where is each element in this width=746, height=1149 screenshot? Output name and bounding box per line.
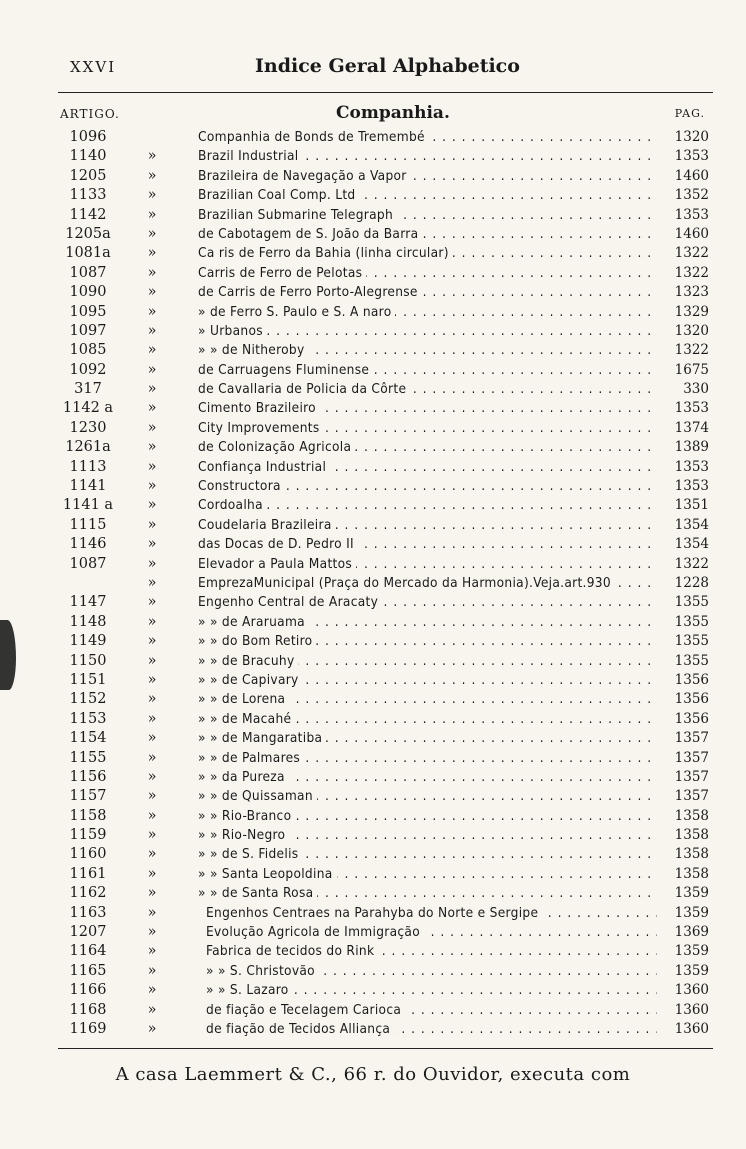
entry-company-name <box>198 710 657 729</box>
entry-company-name <box>198 244 657 263</box>
entry-ditto-mark: » <box>147 322 157 339</box>
entry-company-text: EmprezaMunicipal (Praça do Mercado da Harmonia).Veja.art.930 <box>198 575 615 591</box>
entry-company-name <box>198 303 657 322</box>
entry-artigo: 1087 <box>69 555 107 572</box>
entry-ditto-mark: » <box>147 633 157 650</box>
entry-artigo: 317 <box>74 381 102 398</box>
entry-ditto-mark: » <box>147 671 157 688</box>
entry-artigo: 1160 <box>69 846 107 863</box>
entry-ditto-mark: » <box>147 478 157 495</box>
entry-company-text: Companhia de Bonds de Tremembé <box>198 129 429 145</box>
entry-company-text: » » de Palmares <box>198 750 304 766</box>
entry-page-number: 1353 <box>674 148 709 165</box>
entry-artigo: 1140 <box>69 148 107 165</box>
entry-page-number: 1352 <box>674 187 709 204</box>
entry-artigo: 1205a <box>65 225 111 242</box>
entry-artigo: 1133 <box>69 187 107 204</box>
entry-artigo: 1163 <box>69 904 107 921</box>
entry-ditto-mark: » <box>147 846 157 863</box>
entry-company-name <box>198 128 657 147</box>
entry-artigo: 1090 <box>69 284 107 301</box>
entry-company-name <box>198 749 657 768</box>
entry-artigo: 1095 <box>69 303 107 320</box>
entry-page-number: 1228 <box>674 574 709 591</box>
index-entry <box>58 419 713 438</box>
entry-company-text: » » de Santa Rosa <box>198 885 317 901</box>
entry-ditto-mark: » <box>147 381 157 398</box>
entry-ditto-mark: » <box>147 439 157 456</box>
entry-company-text: Cordoalha <box>198 497 267 513</box>
entry-page-number: 1322 <box>674 245 709 262</box>
entry-ditto-mark: » <box>147 807 157 824</box>
entry-artigo: 1142 <box>69 206 107 223</box>
index-entry <box>58 923 713 942</box>
index-entry <box>58 749 713 768</box>
entry-company-name <box>198 787 657 806</box>
entry-company-text: Constructora <box>198 478 285 494</box>
entry-company-name <box>206 962 657 981</box>
entry-page-number: 1353 <box>674 206 709 223</box>
entry-ditto-mark: » <box>147 613 157 630</box>
index-entry <box>58 496 713 515</box>
entry-page-number: 1356 <box>674 710 709 727</box>
entry-artigo: 1113 <box>69 458 107 475</box>
entry-ditto-mark: » <box>147 710 157 727</box>
index-entry <box>58 341 713 360</box>
entry-ditto-mark: » <box>147 400 157 417</box>
entry-company-name <box>206 904 657 923</box>
entry-company-text: Brazileira de Navegação a Vapor <box>198 168 411 184</box>
entry-page-number: 1359 <box>674 962 709 979</box>
entry-artigo: 1154 <box>69 730 107 747</box>
entry-company-name <box>198 438 657 457</box>
entry-company-name <box>198 496 657 515</box>
entry-ditto-mark: » <box>147 652 157 669</box>
index-entry <box>58 652 713 671</box>
entry-ditto-mark: » <box>147 730 157 747</box>
entry-page-number: 1357 <box>674 768 709 785</box>
entry-company-name <box>198 632 657 651</box>
entry-company-text: de Carris de Ferro Porto-Alegrense <box>198 284 422 300</box>
entry-page-number: 1357 <box>674 730 709 747</box>
index-entry <box>58 787 713 806</box>
entry-ditto-mark: » <box>147 749 157 766</box>
entry-company-name <box>206 1020 657 1039</box>
entry-ditto-mark: » <box>147 1020 157 1037</box>
entry-ditto-mark: » <box>147 827 157 844</box>
entry-company-name <box>206 923 657 942</box>
entry-artigo: 1147 <box>69 594 107 611</box>
entry-artigo: 1146 <box>69 536 107 553</box>
entry-company-name <box>198 865 657 884</box>
entry-page-number: 1360 <box>674 1020 709 1037</box>
entry-company-text: » » de Quissaman <box>198 788 317 804</box>
entry-ditto-mark: » <box>147 342 157 359</box>
entry-page-number: 1358 <box>674 827 709 844</box>
index-entry <box>58 477 713 496</box>
entry-artigo: 1162 <box>69 885 107 902</box>
entry-ditto-mark: » <box>147 245 157 262</box>
entry-page-number: 1374 <box>674 419 709 436</box>
entry-ditto-mark: » <box>147 904 157 921</box>
index-entry <box>58 516 713 535</box>
entry-company-name <box>198 845 657 864</box>
entry-company-text: Elevador a Paula Mattos <box>198 556 356 572</box>
entry-page-number: 1355 <box>674 633 709 650</box>
entry-company-name <box>198 380 657 399</box>
entry-page-number: 1351 <box>674 497 709 514</box>
entry-company-name <box>198 593 657 612</box>
footer-rule <box>58 1048 713 1049</box>
entry-artigo: 1164 <box>69 943 107 960</box>
entry-company-text: » » S. Lazaro <box>206 982 293 998</box>
entry-ditto-mark: » <box>147 284 157 301</box>
index-entry <box>58 535 713 554</box>
entry-ditto-mark: » <box>147 1001 157 1018</box>
page-header <box>70 55 682 82</box>
index-entry <box>58 303 713 322</box>
entry-ditto-mark: » <box>147 982 157 999</box>
entry-company-text: City Improvements <box>198 420 324 436</box>
entry-company-text: » » da Pureza <box>198 769 289 785</box>
entry-artigo: 1152 <box>69 691 107 708</box>
entry-artigo: 1169 <box>69 1020 107 1037</box>
entry-ditto-mark: » <box>147 303 157 320</box>
entry-ditto-mark: » <box>147 885 157 902</box>
column-companhia: Companhia. <box>336 103 450 123</box>
entry-company-text: Engenho Central de Aracaty <box>198 594 382 610</box>
entry-company-text: Confiança Industrial <box>198 459 330 475</box>
index-entry <box>58 865 713 884</box>
running-title: Indice Geral Alphabetico <box>255 55 520 77</box>
entry-ditto-mark: » <box>147 516 157 533</box>
index-entry <box>58 380 713 399</box>
index-entry <box>58 690 713 709</box>
entry-company-name <box>206 1001 657 1020</box>
entry-company-name <box>198 516 657 535</box>
entry-ditto-mark: » <box>147 536 157 553</box>
entry-ditto-mark: » <box>147 419 157 436</box>
entry-company-name <box>198 264 657 283</box>
publisher-note: A casa Laemmert & C., 66 r. do Ouvidor, executa com <box>115 1064 631 1085</box>
index-entry <box>58 962 713 981</box>
entry-page-number: 1359 <box>674 904 709 921</box>
index-entry <box>58 167 713 186</box>
index-entry <box>58 186 713 205</box>
entry-company-text: de fiação e Tecelagem Carioca <box>206 1002 405 1018</box>
entry-artigo: 1261a <box>65 439 111 456</box>
index-entry <box>58 264 713 283</box>
column-header <box>58 104 713 126</box>
entry-company-name <box>198 419 657 438</box>
entry-artigo: 1161 <box>69 865 107 882</box>
entry-page-number: 1675 <box>674 361 709 378</box>
header-rule <box>58 92 713 93</box>
index-entry <box>58 884 713 903</box>
entry-company-name <box>198 361 657 380</box>
index-entry <box>58 399 713 418</box>
entry-page-number: 1323 <box>674 284 709 301</box>
entry-company-text: Fabrica de tecidos do Rink <box>206 943 378 959</box>
entry-artigo: 1158 <box>69 807 107 824</box>
entry-company-name <box>206 942 657 961</box>
entry-artigo: 1168 <box>69 1001 107 1018</box>
entry-ditto-mark: » <box>147 574 157 591</box>
entry-artigo: 1205 <box>69 167 107 184</box>
column-artigo: ARTIGO. <box>60 107 120 121</box>
entry-page-number: 1353 <box>674 478 709 495</box>
entry-ditto-mark: » <box>147 691 157 708</box>
entry-company-text: » » de Lorena <box>198 691 289 707</box>
entry-ditto-mark: » <box>147 788 157 805</box>
entry-company-text: » » de Bracuhy <box>198 653 298 669</box>
entry-page-number: 1322 <box>674 342 709 359</box>
entry-page-number: 1460 <box>674 225 709 242</box>
index-entry <box>58 981 713 1000</box>
entry-ditto-mark: » <box>147 962 157 979</box>
entry-company-text: Brazil Industrial <box>198 148 302 164</box>
entry-page-number: 1320 <box>674 322 709 339</box>
entry-page-number: 1353 <box>674 458 709 475</box>
entry-company-name <box>198 535 657 554</box>
entry-page-number: 1357 <box>674 788 709 805</box>
index-entry <box>58 322 713 341</box>
entry-artigo: 1097 <box>69 322 107 339</box>
entry-company-name <box>198 652 657 671</box>
index-entry <box>58 807 713 826</box>
entry-ditto-mark: » <box>147 264 157 281</box>
entry-ditto-mark: » <box>147 458 157 475</box>
entry-company-name <box>198 729 657 748</box>
entry-ditto-mark: » <box>147 206 157 223</box>
index-entry <box>58 458 713 477</box>
entry-company-name <box>198 768 657 787</box>
entry-artigo: 1142 a <box>62 400 114 417</box>
index-entry <box>58 593 713 612</box>
entry-page-number: 1389 <box>674 439 709 456</box>
entry-company-text: Engenhos Centraes na Parahyba do Norte e Sergipe <box>206 905 542 921</box>
entry-company-text: » » de Nitheroby <box>198 342 309 358</box>
entry-ditto-mark: » <box>147 943 157 960</box>
entry-company-text: » de Ferro S. Paulo e S. A naro <box>198 304 395 320</box>
index-entry <box>58 826 713 845</box>
entry-artigo: 1141 a <box>62 497 114 514</box>
entry-company-name <box>198 341 657 360</box>
entry-page-number: 1359 <box>674 943 709 960</box>
entry-page-number: 1359 <box>674 885 709 902</box>
entry-ditto-mark: » <box>147 594 157 611</box>
entry-artigo: 1149 <box>69 633 107 650</box>
entry-artigo: 1115 <box>69 516 107 533</box>
entry-page-number: 1354 <box>674 536 709 553</box>
entry-page-number: 1329 <box>674 303 709 320</box>
entry-ditto-mark: » <box>147 924 157 941</box>
entry-company-text: Carris de Ferro de Pelotas <box>198 265 366 281</box>
entry-company-text: » » de S. Fidelis <box>198 846 302 862</box>
index-entry <box>58 845 713 864</box>
index-entry <box>58 283 713 302</box>
entry-company-text: Brazilian Submarine Telegraph <box>198 207 397 223</box>
entry-company-text: Cimento Brazileiro <box>198 400 320 416</box>
index-list <box>58 128 713 1039</box>
entry-company-text: Brazilian Coal Comp. Ltd <box>198 187 360 203</box>
entry-company-text: » » Rio-Branco <box>198 808 295 824</box>
entry-page-number: 1353 <box>674 400 709 417</box>
column-pag: PAG. <box>674 107 705 120</box>
entry-ditto-mark: » <box>147 768 157 785</box>
entry-page-number: 1358 <box>674 807 709 824</box>
entry-ditto-mark: » <box>147 148 157 165</box>
index-entry <box>58 710 713 729</box>
entry-page-number: 1360 <box>674 1001 709 1018</box>
entry-artigo: 1153 <box>69 710 107 727</box>
index-entry <box>58 1001 713 1020</box>
entry-artigo: 1148 <box>69 613 107 630</box>
entry-company-text: de Carruagens Fluminense <box>198 362 373 378</box>
entry-artigo: 1157 <box>69 788 107 805</box>
entry-page-number: 1460 <box>674 167 709 184</box>
entry-page-number: 1357 <box>674 749 709 766</box>
entry-company-name <box>198 555 657 574</box>
entry-artigo: 1159 <box>69 827 107 844</box>
index-entry <box>58 555 713 574</box>
entry-company-text: Ca ris de Ferro da Bahia (linha circular) <box>198 245 453 261</box>
index-entry <box>58 128 713 147</box>
entry-company-name <box>198 225 657 244</box>
entry-page-number: 1356 <box>674 671 709 688</box>
entry-company-name <box>198 206 657 225</box>
index-entry <box>58 613 713 632</box>
entry-artigo: 1156 <box>69 768 107 785</box>
index-entry <box>58 361 713 380</box>
entry-company-name <box>198 613 657 632</box>
entry-company-text: » » S. Christovão <box>206 963 319 979</box>
index-entry <box>58 438 713 457</box>
entry-company-text: das Docas de D. Pedro II <box>198 536 358 552</box>
entry-page-number: 1358 <box>674 865 709 882</box>
index-entry <box>58 244 713 263</box>
entry-company-name <box>198 147 657 166</box>
entry-page-number: 1360 <box>674 982 709 999</box>
index-entry <box>58 942 713 961</box>
entry-page-number: 330 <box>683 381 709 398</box>
entry-company-name <box>198 826 657 845</box>
entry-artigo: 1092 <box>69 361 107 378</box>
entry-artigo: 1166 <box>69 982 107 999</box>
entry-company-text: » » de Capivary <box>198 672 303 688</box>
entry-company-name <box>198 671 657 690</box>
entry-company-name <box>198 186 657 205</box>
entry-artigo: 1087 <box>69 264 107 281</box>
entry-company-text: Evolução Agricola de Immigração <box>206 924 424 940</box>
index-entry <box>58 632 713 651</box>
entry-artigo: 1085 <box>69 342 107 359</box>
entry-company-name <box>198 884 657 903</box>
entry-page-number: 1369 <box>674 924 709 941</box>
entry-page-number: 1322 <box>674 264 709 281</box>
index-entry <box>58 225 713 244</box>
entry-company-name <box>198 322 657 341</box>
entry-company-text: » Urbanos <box>198 323 267 339</box>
index-entry <box>58 206 713 225</box>
index-entry <box>58 1020 713 1039</box>
entry-ditto-mark: » <box>147 361 157 378</box>
entry-ditto-mark: » <box>147 555 157 572</box>
entry-page-number: 1358 <box>674 846 709 863</box>
entry-artigo: 1141 <box>69 478 107 495</box>
entry-ditto-mark: » <box>147 497 157 514</box>
entry-page-number: 1322 <box>674 555 709 572</box>
entry-company-text: de Cabotagem de S. João da Barra <box>198 226 422 242</box>
entry-artigo: 1207 <box>69 924 107 941</box>
entry-artigo: 1081a <box>65 245 111 262</box>
index-entry <box>58 768 713 787</box>
entry-company-text: » » de Mangaratiba <box>198 730 326 746</box>
page-number: XXVI <box>70 58 117 76</box>
index-entry <box>58 574 713 593</box>
entry-company-name <box>198 167 657 186</box>
entry-company-name <box>198 574 657 593</box>
entry-ditto-mark: » <box>147 187 157 204</box>
entry-ditto-mark: » <box>147 225 157 242</box>
entry-artigo: 1165 <box>69 962 107 979</box>
entry-page-number: 1354 <box>674 516 709 533</box>
entry-company-name <box>198 690 657 709</box>
index-entry <box>58 729 713 748</box>
entry-company-text: de fiação de Tecidos Alliança <box>206 1021 394 1037</box>
entry-artigo: 1151 <box>69 671 107 688</box>
index-entry <box>58 904 713 923</box>
entry-artigo: 1230 <box>69 419 107 436</box>
index-entry <box>58 671 713 690</box>
entry-page-number: 1320 <box>674 129 709 145</box>
entry-company-name <box>198 283 657 302</box>
entry-company-text: de Cavallaria de Policia da Côrte <box>198 381 410 397</box>
entry-company-name <box>206 981 657 1000</box>
entry-company-text: de Colonização Agricola <box>198 439 355 455</box>
entry-company-text: » » Rio-Negro <box>198 827 289 843</box>
entry-artigo: 1096 <box>69 129 107 145</box>
entry-ditto-mark: » <box>147 167 157 184</box>
entry-page-number: 1355 <box>674 613 709 630</box>
entry-company-name <box>198 458 657 477</box>
entry-artigo: 1150 <box>69 652 107 669</box>
entry-company-name <box>198 477 657 496</box>
entry-company-text: » » de Araruama <box>198 614 309 630</box>
entry-page-number: 1355 <box>674 594 709 611</box>
entry-page-number: 1356 <box>674 691 709 708</box>
entry-company-text: » » de Macahé <box>198 711 295 727</box>
entry-ditto-mark: » <box>147 865 157 882</box>
index-entry <box>58 147 713 166</box>
entry-company-text: Coudelaria Brazileira <box>198 517 336 533</box>
page-edge-smudge <box>0 620 16 690</box>
entry-company-text: » » Santa Leopoldina <box>198 866 337 882</box>
entry-company-name <box>198 807 657 826</box>
entry-company-name <box>198 399 657 418</box>
entry-page-number: 1355 <box>674 652 709 669</box>
entry-artigo: 1155 <box>69 749 107 766</box>
entry-company-text: » » do Bom Retiro <box>198 633 316 649</box>
